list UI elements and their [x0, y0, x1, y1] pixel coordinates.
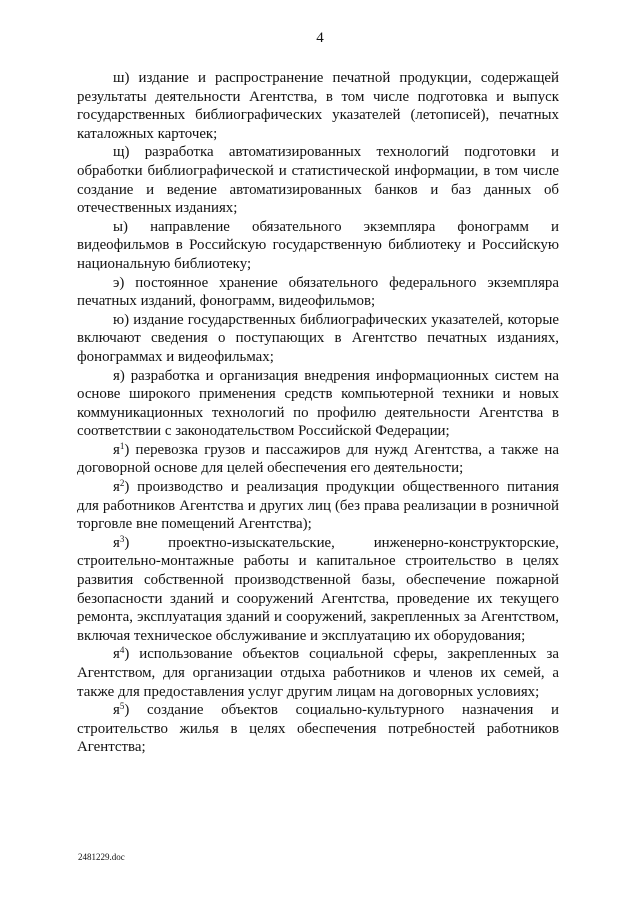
paragraph: [77, 645, 559, 701]
paragraph-text: перевозка грузов и пассажиров для нужд Агентства, а также на договорной основе для целей обеспечения его деятельности;: [77, 441, 559, 477]
file-name-footer: 2481229.doc: [78, 852, 125, 862]
paragraph: [77, 274, 559, 311]
paragraph: [77, 218, 559, 274]
paragraph-text: издание и распространение печатной продукции, содержащей результаты деятельности Агентства, в том числе подготовка и выпуск государственных библиографических указателей (летописей), печатных каталожных карточек;: [77, 70, 559, 142]
item-label: ш): [113, 70, 130, 86]
paragraph-text: разработка автоматизированных технологий подготовки и обработки библиографической и статистической информации, в том числе создание и ведение автоматизированных банков и баз данных об отечественных изданиях;: [77, 144, 559, 217]
paragraph-text: создание объектов социально-культурного назначения и строительство жилья в целях обеспечения потребностей работников Агентства;: [77, 702, 559, 756]
paragraph: [77, 478, 559, 534]
paragraph-text: производство и реализация продукции общественного питания для работников Агентства и других лиц (без права реализации в розничной торговле вне помещений Агентства);: [77, 479, 559, 533]
paragraph-text: издание государственных библиографических указателей, которые включают сведения о поступающих в Агентство печатных изданиях, фонограммах и видеофильмах;: [77, 311, 559, 365]
paragraph: [77, 69, 559, 143]
item-label: $я^3$): [113, 533, 130, 551]
document-body: [77, 69, 559, 757]
item-label: $я^5$): [113, 701, 130, 719]
paragraph-text: постоянное хранение обязательного федерального экземпляра печатных изданий, фонограмм, видеофильмов;: [77, 274, 559, 310]
item-label: $я^1$): [113, 440, 130, 458]
item-label: я): [113, 367, 125, 384]
item-label: ю): [113, 311, 130, 328]
paragraph: [77, 311, 559, 367]
item-label: ы): [113, 218, 128, 235]
item-label: э): [113, 274, 125, 291]
paragraph: [77, 534, 559, 646]
paragraph-text: использование объектов социальной сферы, закрепленных за Агентством, для организации отдыха работников и членов их семей, а также для предоставления услуг другим лицам на договорных условиях;: [77, 646, 559, 700]
item-label: $я^2$): [113, 478, 130, 496]
item-label: щ): [113, 144, 130, 161]
item-label: $я^4$): [113, 645, 130, 663]
paragraph: [77, 367, 559, 441]
page-number: 4: [316, 30, 324, 46]
paragraph: [77, 441, 559, 478]
paragraph-text: проектно-изыскательские, инженерно-конструкторские, строительно-монтажные работы и капитальное строительство в целях развития собственной производственной базы, обеспечение пожарной безопасности зданий и сооружений Агентства, проведение их текущего ремонта, эксплуатация зданий и сооружений, закрепленных за Агентством, включая техническое обслуживание и эксплуатацию их оборудования;: [77, 534, 559, 644]
paragraph-text: разработка и организация внедрения информационных систем на основе широкого применения средств компьютерной техники и новых коммуникационных технологий по профилю деятельности Агентства в соответствии с законодательством Российской Федерации;: [77, 367, 560, 440]
paragraph: [77, 701, 559, 757]
paragraph-text: направление обязательного экземпляра фонограмм и видеофильмов в Российскую государственную библиотеку и Российскую национальную библиотеку;: [77, 218, 559, 272]
paragraph: [77, 143, 559, 217]
